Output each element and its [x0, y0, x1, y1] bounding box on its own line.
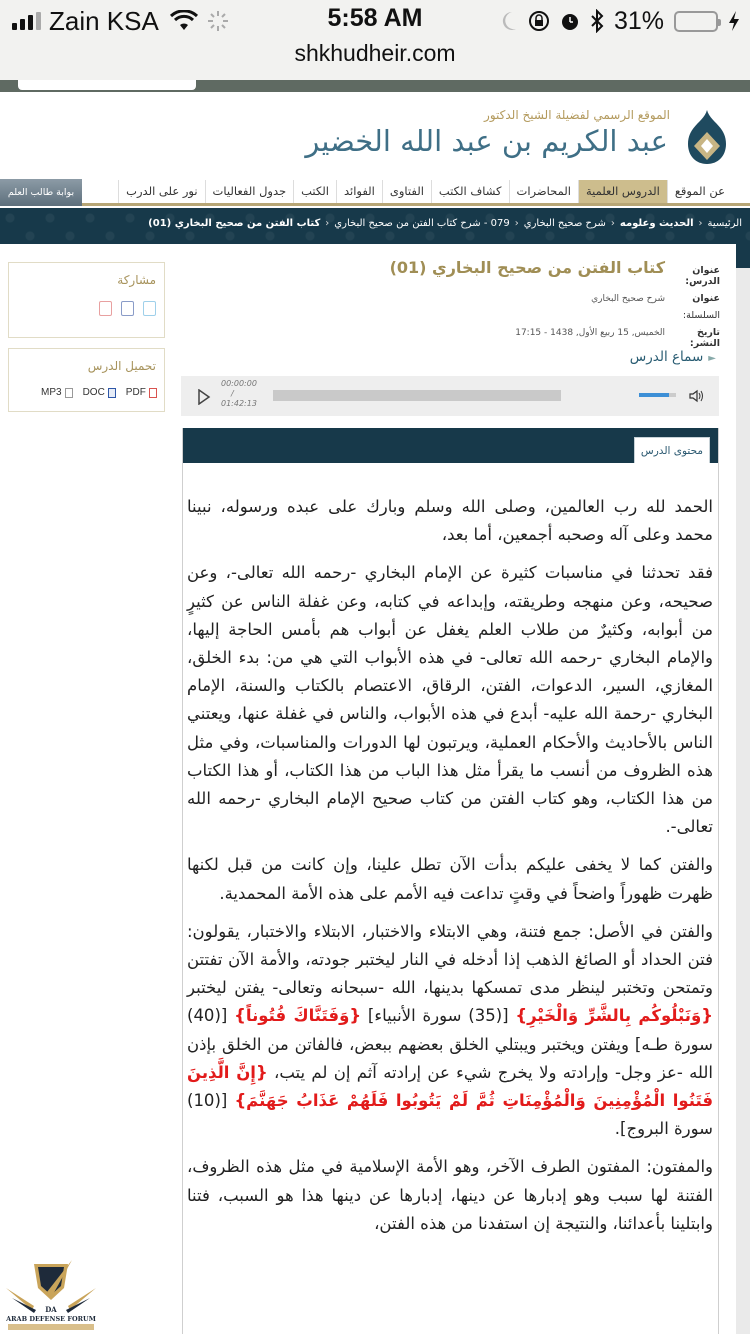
nav-item[interactable]: جدول الفعاليات [205, 180, 294, 203]
nav-item[interactable]: عن الموقع [667, 180, 732, 203]
download-title: تحميل الدرس [87, 359, 156, 373]
share-icons [9, 287, 164, 316]
audio-player [181, 376, 719, 416]
listen-label: سماع الدرس [629, 349, 704, 365]
quran-verse-3: {إِنَّ الَّذِينَ فَتَنُوا الْمُؤْمِنِينَ وَالْمُؤْمِنَاتِ ثُمَّ لَمْ يَتُوبُوا فَلَهُمْ عَذَابُ جَهَنَّمَ} [187, 1062, 714, 1111]
moon-icon [500, 10, 518, 32]
alarm-icon [560, 10, 580, 32]
breadcrumb-separator-icon: ‹ [610, 218, 615, 229]
paragraph-1: الحمد لله رب العالمين، وصلى الله وسلم وبارك على عبده ورسوله، نبينا محمد وعلى آله وصحبه أجمعين، أما بعد، [187, 497, 713, 545]
share-box [8, 262, 165, 338]
download-pdf-label: PDF [125, 387, 146, 398]
download-mp3-label: MP3 [41, 387, 62, 398]
date-label: تاريخ النشر: [689, 327, 720, 349]
series-row-2 [320, 310, 720, 321]
bluetooth-icon [590, 9, 604, 33]
seek-bar[interactable] [273, 390, 561, 401]
nav-item[interactable]: كشاف الكتب [431, 180, 509, 203]
svg-text:DA: DA [45, 1305, 57, 1314]
lesson-title-label: عنوان الدرس: [685, 265, 720, 287]
download-doc-label: DOC [82, 387, 105, 398]
lesson-meta [320, 258, 720, 355]
share-twitter-icon[interactable] [143, 301, 156, 316]
nav-item[interactable]: المحاضرات [509, 180, 578, 203]
share-google-icon[interactable] [99, 301, 112, 316]
nav-item[interactable]: الكتب [293, 180, 336, 203]
paragraph-5: والمفتون: المفتون الطرف الآخر، وهو الأمة الإسلامية في مثل هذه الظروف، الفتنة لها سبب وهو إدبارها عن دينها، إدبارها عن دينها هذا هو السبب، فتنا وابتلينا بأعدائنا، والنتيجة إن استفدنا من هذه الفتن، [187, 1157, 713, 1233]
triangle-right-icon: ► [708, 353, 716, 364]
page-side-strip [736, 244, 750, 1334]
volume-level [639, 393, 669, 397]
series-row [320, 293, 720, 304]
nav-list [118, 180, 732, 203]
carrier-label: Zain KSA [49, 5, 159, 36]
mp3-file-icon [65, 388, 73, 398]
battery-percent: 31% [613, 6, 664, 35]
breadcrumb-item[interactable]: الحديث وعلومه [619, 218, 694, 229]
paragraph-4-part-d: [(10) سورة البروج]. [187, 1091, 713, 1139]
volume-slider[interactable] [639, 393, 676, 397]
time-separator: / [231, 389, 234, 398]
rotation-lock-icon [528, 10, 550, 32]
download-mp3-link[interactable] [41, 387, 73, 398]
breadcrumb-band [0, 208, 750, 244]
site-search-input[interactable] [18, 80, 196, 90]
download-box [8, 348, 165, 412]
breadcrumb-item[interactable]: الرئيسية [707, 218, 742, 229]
lesson-transcript [183, 463, 718, 1238]
paragraph-4-part-b: [(35) سورة الأنبياء] [361, 1006, 516, 1026]
site-header [0, 92, 750, 180]
player-times [221, 379, 257, 409]
play-icon[interactable] [197, 389, 211, 405]
url-bar[interactable]: shkhudheir.com [294, 40, 456, 66]
battery-icon [674, 11, 718, 32]
duration: 01:42:13 [221, 399, 257, 408]
series-label-2: السلسلة: [682, 310, 720, 321]
share-title: مشاركة [117, 273, 156, 287]
current-time: 00:00:00 [221, 379, 257, 388]
nav-item[interactable]: الدروس العلمية [578, 180, 667, 203]
paragraph-3: والفتن كما لا يخفى عليكم بدأت الآن تطل علينا، وإن كانت من قبل لكنها ظهرت ظهوراً واضحاً في وقتٍ تداعت فيه الأمم على هذه الأمة المحمدية. [187, 855, 713, 903]
breadcrumb-separator-icon: ‹ [325, 218, 330, 229]
doc-file-icon [108, 388, 116, 398]
site-name-logo[interactable]: عبد الكريم بن عبد الله الخضير [305, 124, 668, 158]
breadcrumb-item[interactable]: 079 - شرح كتاب الفتن من صحيح البخاري [334, 218, 510, 229]
status-time: 5:58 AM [327, 4, 423, 32]
nav-item[interactable]: نور على الدرب [118, 180, 204, 203]
download-links [9, 373, 164, 398]
lesson-title-row [320, 258, 720, 287]
lesson-title: كتاب الفتن من صحيح البخاري (01) [389, 258, 665, 277]
content-header [183, 428, 718, 463]
utility-bar [0, 80, 750, 92]
breadcrumb [148, 218, 742, 229]
nav-item[interactable]: الفوائد [336, 180, 382, 203]
svg-text:ARAB DEFENSE FORUM: ARAB DEFENSE FORUM [6, 1315, 96, 1323]
tab-lesson-content[interactable]: محتوى الدرس [634, 437, 710, 463]
share-facebook-icon[interactable] [121, 301, 134, 316]
publish-date: الخميس, 15 ربيع الأول, 1438 - 17:15 [515, 328, 665, 338]
breadcrumb-separator-icon: ‹ [698, 218, 703, 229]
student-portal-button[interactable]: بوابة طالب العلم [0, 179, 82, 206]
main-nav [0, 180, 750, 206]
ios-status-bar [0, 0, 750, 80]
breadcrumb-separator-icon: ‹ [514, 218, 519, 229]
date-row [320, 327, 720, 349]
series-value[interactable]: شرح صحيح البخاري [591, 294, 665, 304]
breadcrumb-item: كتاب الفتن من صحيح البخاري (01) [148, 218, 321, 229]
site-logo-icon[interactable] [682, 108, 732, 168]
quran-verse-2: {وَفَتَنَّاكَ فُتُوناً} [234, 1006, 362, 1026]
charging-bolt-icon [728, 10, 740, 32]
breadcrumb-item[interactable]: شرح صحيح البخاري [523, 218, 606, 229]
speaker-icon[interactable] [689, 389, 705, 403]
download-pdf-link[interactable] [126, 387, 157, 398]
quran-verse-1: {وَنَبْلُوكُم بِالشَّرِّ وَالْخَيْرِ} [515, 1006, 713, 1026]
download-doc-link[interactable] [83, 387, 116, 398]
pdf-file-icon [149, 388, 157, 398]
arab-defense-forum-watermark [4, 1258, 98, 1332]
paragraph-4-part-a: والفتن في الأصل: جمع فتنة، وهي الابتلاء والاختبار، الابتلاء والاختبار، يقولون: فتن الحداد أو الصائغ الذهب إذا أدخله في النار ليختبر جودته، والأمة الآن تفتتن وتمتحن وتختبر لينظر مدى تمسكها بدينها، الله -سبحانه وتعالى- يفتن ليختبر [187, 921, 713, 998]
status-right [500, 6, 740, 36]
paragraph-4-part-c: [(40) سورة طـه] ويفتن ويختبر ويبتلي الخلق بعضهم ببعض، فالفاتن من الخلق بإذن الله -عز وجل- وإرادته ولا يخرج شيء عن إرادته آثم إن لم يتب، [187, 1006, 713, 1082]
listen-heading[interactable] [630, 349, 716, 365]
lesson-content-panel [182, 428, 719, 1334]
paragraph-4 [187, 918, 713, 1144]
series-label: عنوان [692, 293, 720, 304]
paragraph-2: فقد تحدثنا في مناسبات كثيرة عن الإمام البخاري -رحمه الله تعالى-، وعن صحيحه، وعن منهجه وطريقته، وإبداعه في كتابه، وعن غفلة الناس عن كثيرٍ من أبوابه، وكثيرٌ من طلاب العلم يغفل عن أبواب هم بأمس الحاجة إليها، والإمام البخاري -رحمه الله تعالى- في هذه الأبواب التي هي من: بدء الخلق، المغازي، السير، الدعوات، الفتن، الرقاق، الاعتصام بالكتاب والسنة، الإمام البخاري -رحمة الله عليه- أبدع في هذه الأبواب، والناس في غفلة عنها، ويعتني الناس بالأحاديث والأحكام العملية، ويرتبون لها الدورات والمناسبات، وفي مثل هذه الظروف من أنسب ما يقرأ مثل هذا الباب من هذا الكتاب، أو هذا الكتاب من هذا الكتاب، وهو كتاب الفتن من كتاب صحيح الإمام البخاري -رحمه الله تعالى-. [187, 563, 713, 837]
site-subtitle: الموقع الرسمي لفضيلة الشيخ الدكتور [484, 108, 670, 122]
nav-item[interactable]: الفتاوى [382, 180, 431, 203]
